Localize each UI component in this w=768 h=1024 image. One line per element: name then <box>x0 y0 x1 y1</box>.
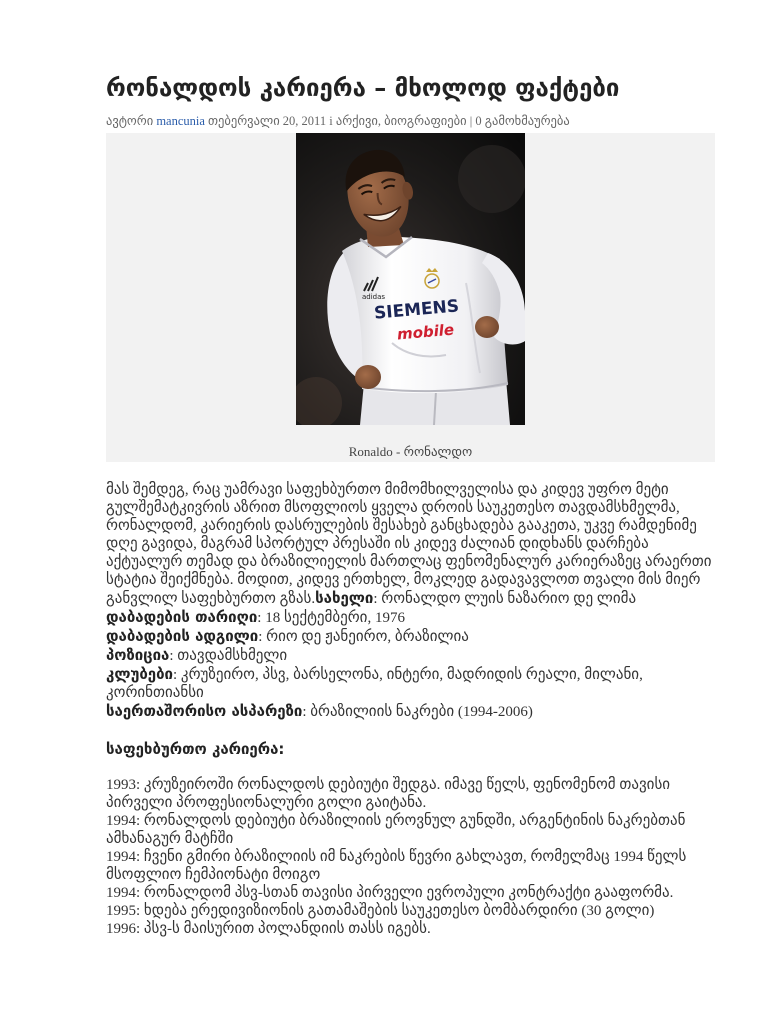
career-entry: 1993: კრუზეიროში რონალდოს დებიუტი შედგა. იმავე წელს, ფენომენომ თავისი პირველი პროფესიონალური გოლი გაიტანა. <box>106 777 671 811</box>
fact-label-position: პოზიცია <box>106 646 170 664</box>
category-link-archive[interactable]: არქივი <box>335 114 378 128</box>
career-timeline <box>106 776 715 938</box>
fact-value-birth-place: რიო დე ჟანეირო, ბრაზილია <box>266 629 469 645</box>
fact-separator: : <box>373 591 382 607</box>
background-bokeh <box>458 145 525 213</box>
post-meta <box>106 113 715 129</box>
category-separator: , <box>377 114 385 128</box>
figure-caption: Ronaldo - რონალდო <box>348 444 473 459</box>
fact-label-birth-date: დაბადების თარიღი <box>106 608 258 626</box>
post-date: თებერვალი 20, 2011 <box>208 114 327 128</box>
article-title: რონალდოს კარიერა – მხოლოდ ფაქტები <box>106 74 620 102</box>
career-entry: 1994: ჩვენი გმირი ბრაზილიის იმ ნაკრების წევრი გახლავთ, რომელმაც 1994 წელს მსოფლიო ჩემპიონატი მოიგო <box>106 849 687 883</box>
fact-value-birth-date: 18 სექტემბერი, 1976 <box>265 610 405 626</box>
fact-value-clubs: კრუზეირო, პსვ, ბარსელონა, ინტერი, მადრიდის რეალი, მილანი, კორინთიანსი <box>106 667 643 701</box>
fact-label-birth-place: დაბადების ადგილი <box>106 627 259 645</box>
meta-separator-i: i <box>329 114 333 128</box>
fact-value-international: ბრაზილიის ნაკრები (1994-2006) <box>310 704 533 720</box>
career-entry: 1995: ხდება ერედივიზიონის გათამაშების საუკეთესო ბომბარდირი (30 გოლი) <box>106 903 655 919</box>
intro-text: მას შემდეგ, რაც უამრავი საფეხბურთო მიმომხილველისა და კიდევ უფრო მეტი გულშემატკივრის აზრით მსოფლიოს ყველა დროის საუკეთესო თავდამსხმელმა, რონალდომ, კარიერის დასრულების შესახებ განცხადება გააკეთა, უკვე რამდენიმე დღე გავიდა, მაგრამ სპორტულ პრესაში ის კიდევ ძალიან დიდხანს დარჩება აქტუალურ თემად და ბრაზილიელის მართლაც ფენომენალურ კარიერაზეც არაერთი სტატია შეიქმნება. მოდით, კიდევ ერთხელ, მოკლედ გადავავლოთ თვალი მის მიერ განვლილ საფეხბურთო გზას. <box>106 482 712 607</box>
left-fist <box>355 365 381 389</box>
fact-label-international: საერთაშორისო ასპარეზი <box>106 702 303 720</box>
shirt-sponsor-wordmark: SIEMENS <box>373 296 460 324</box>
fact-value-name: რონალდო ლუის ნაზარიო დე ლიმა <box>381 591 637 607</box>
meta-separator-bar: | <box>469 114 473 128</box>
intro-paragraph <box>106 481 715 721</box>
fact-separator: : <box>173 667 181 683</box>
fact-label-name: სახელი <box>315 589 374 607</box>
category-link-biographies[interactable]: ბიოგრაფიები <box>384 114 467 128</box>
post-categories <box>336 114 467 128</box>
career-heading: საფეხბურთო კარიერა: <box>106 740 285 758</box>
comments-link[interactable]: 0 გამოხმაურება <box>475 114 570 128</box>
fact-separator: : <box>169 648 178 664</box>
fact-separator: : <box>257 610 266 626</box>
fact-label-clubs: კლუბები <box>106 665 173 683</box>
right-fist <box>475 316 499 338</box>
fact-separator: : <box>258 629 267 645</box>
career-entry: 1994: რონალდოს დებიუტი ბრაზილიის ეროვნულ გუნდში, არგენტინის ნაკრებთან ამხანაგურ მატჩში <box>106 813 686 847</box>
fact-value-position: თავდამსხმელი <box>177 648 288 664</box>
article-body <box>106 481 715 938</box>
career-entry: 1996: პსვ-ს მაისურით პოლანდიის თასს იგებს. <box>106 921 431 937</box>
author-prefix: ავტორი <box>106 114 154 128</box>
shirt-sponsor-sub-wordmark: mobile <box>396 320 455 344</box>
article-figure <box>106 133 715 462</box>
career-entry: 1994: რონალდომ პსვ-სთან თავისი პირველი ევროპული კონტრაქტი გააფორმა. <box>106 885 674 901</box>
adidas-wordmark: adidas <box>362 293 386 301</box>
club-crest-icon <box>425 268 439 288</box>
author-link[interactable]: mancunia <box>156 114 205 128</box>
ronaldo-photo <box>296 133 525 425</box>
fact-separator: : <box>302 704 311 720</box>
